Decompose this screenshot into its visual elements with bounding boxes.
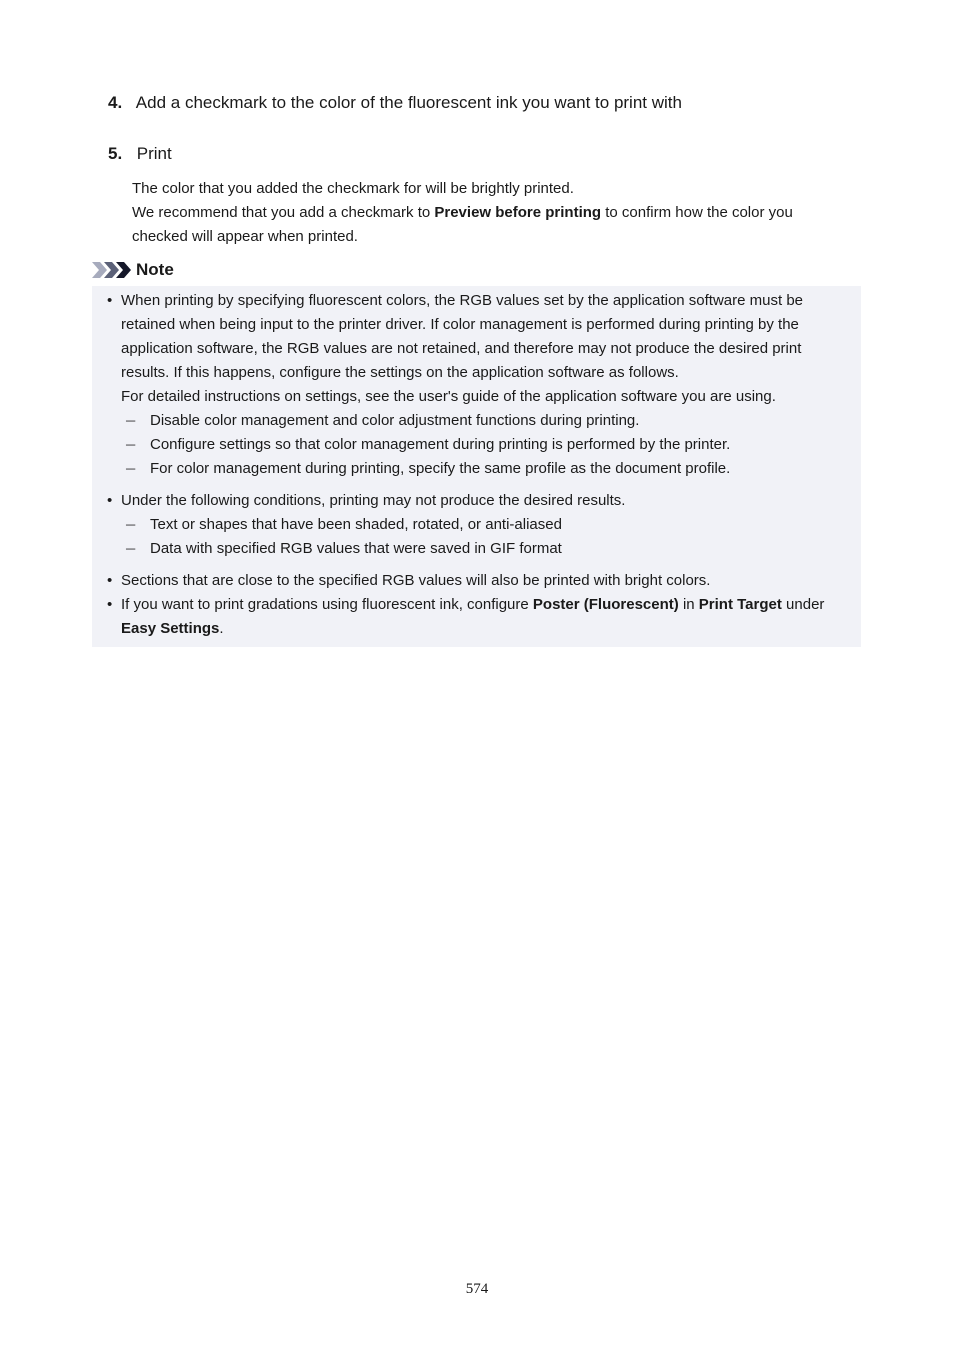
note-bullet bbox=[121, 289, 853, 481]
note-bullet bbox=[121, 489, 853, 561]
note-bullet-text: • Sections that are close to the specified RGB values will also be printed with bright colors. bbox=[121, 572, 711, 589]
note-bullet bbox=[121, 569, 853, 593]
dash-item: ─ Text or shapes that have been shaded, rotated, or anti-aliased bbox=[150, 513, 853, 537]
step-number: 5. bbox=[108, 144, 123, 163]
note-label: Note bbox=[136, 260, 174, 279]
text: under bbox=[781, 596, 825, 613]
note-bullet-text: • Under the following conditions, printing may not produce the desired results. bbox=[121, 492, 626, 509]
step-5-line-2 bbox=[132, 201, 852, 249]
text: . bbox=[219, 620, 224, 637]
dash-item: ─ Data with specified RGB values that were saved in GIF format bbox=[150, 537, 853, 561]
note-bullet-text bbox=[121, 593, 853, 641]
text: If you want to print gradations using fluorescent ink, configure bbox=[121, 596, 533, 613]
page-number: 574 bbox=[465, 1281, 489, 1297]
dash-item: ─ Configure settings so that color management during printing is performed by the printer. bbox=[150, 433, 853, 457]
text: in bbox=[678, 596, 699, 613]
dash-list bbox=[121, 409, 853, 481]
step-5 bbox=[108, 144, 864, 164]
dash-list bbox=[121, 513, 853, 561]
note-bullet-text: For detailed instructions on settings, see the user's guide of the application software you are using. bbox=[121, 388, 776, 405]
step-text: Print bbox=[136, 144, 172, 163]
text: to confirm how the color you checked will appear when printed. bbox=[132, 204, 793, 245]
step-5-line-1: The color that you added the checkmark for will be brightly printed. bbox=[132, 180, 574, 197]
step-5-body bbox=[132, 177, 852, 249]
print-target-label: Print Target bbox=[698, 596, 782, 613]
note-header bbox=[92, 258, 174, 282]
step-number: 4. bbox=[108, 93, 123, 112]
text: We recommend that you add a checkmark to bbox=[132, 204, 435, 221]
note-bullet-text: • When printing by specifying fluorescent colors, the RGB values set by the application software must be retained when being input to the printer driver. If color management is performed during printing by the application software, the RGB values are not retained, and therefore may not produce the desired print results. If this happens, configure the settings on the application software as follows. bbox=[121, 292, 804, 381]
step-text: Add a checkmark to the color of the fluorescent ink you want to print with bbox=[135, 93, 682, 112]
easy-settings-label: Easy Settings bbox=[121, 620, 220, 637]
preview-before-printing-label: Preview before printing bbox=[434, 204, 602, 221]
note-box bbox=[92, 286, 861, 647]
dash-item: ─ Disable color management and color adjustment functions during printing. bbox=[150, 409, 853, 433]
dash-item: ─ For color management during printing, specify the same profile as the document profile. bbox=[150, 457, 853, 481]
poster-fluorescent-label: Poster (Fluorescent) bbox=[532, 596, 679, 613]
step-4 bbox=[108, 93, 864, 113]
note-bullet bbox=[121, 593, 853, 641]
note-chevrons-icon bbox=[92, 261, 132, 279]
note-bullet-list bbox=[121, 289, 853, 641]
